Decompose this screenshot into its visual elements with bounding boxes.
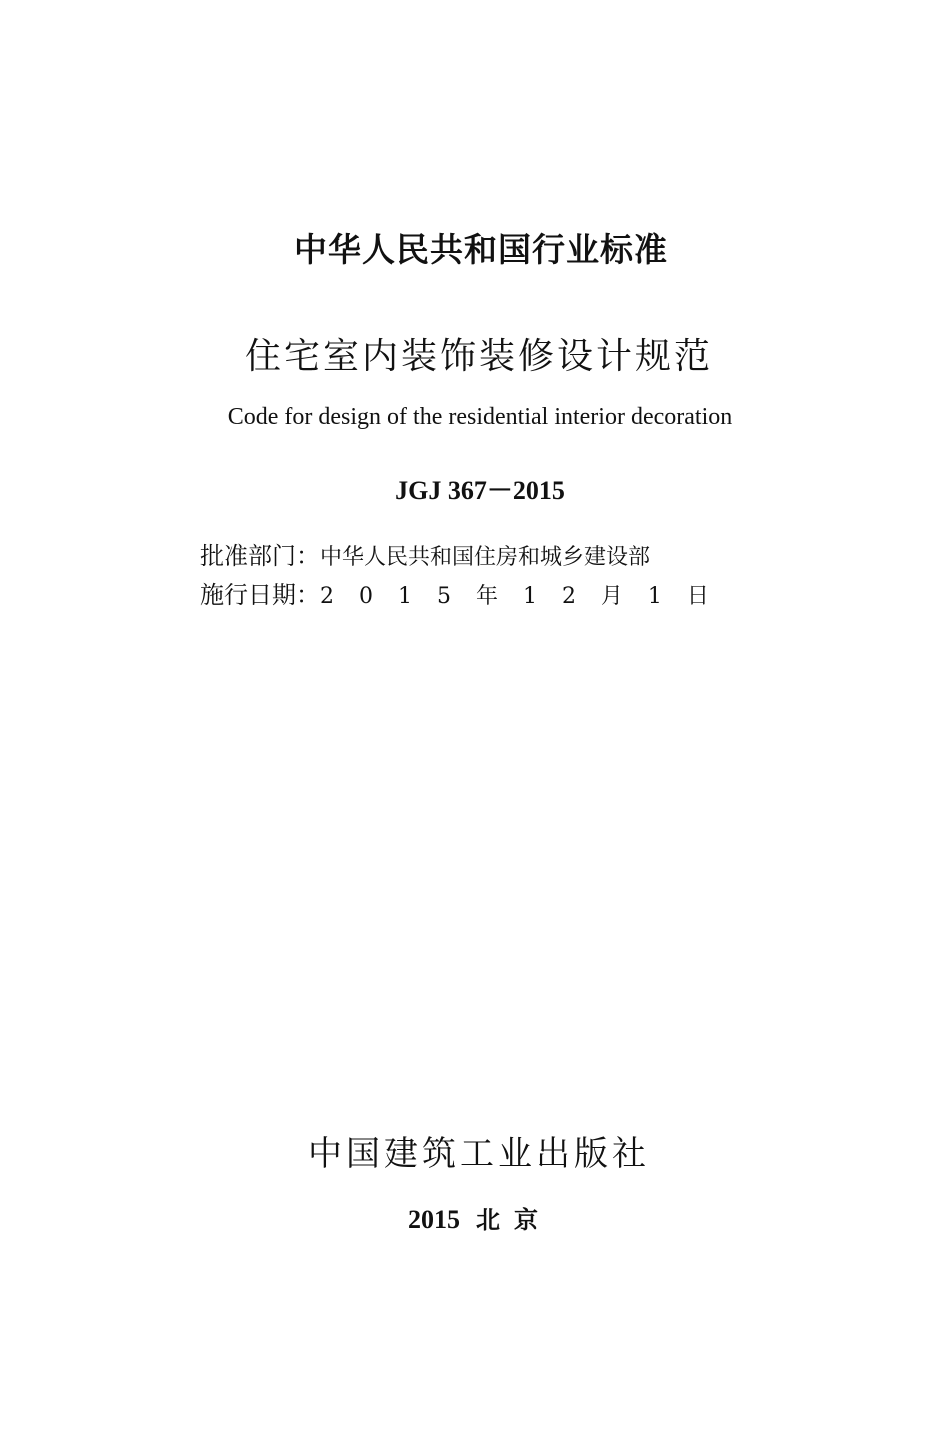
publication-city: 北京 [476,1206,552,1234]
title-english: Code for design of the residential interior decoration [227,404,733,430]
publisher-name: 中国建筑工业出版社 [308,1134,650,1174]
publication-year: 2015 [408,1205,460,1234]
standard-code: JGJ 367－2015 [395,476,565,505]
approval-department-value: 中华人民共和国住房和城乡建设部 [320,545,651,570]
title-chinese: 住宅室内装饰装修设计规范 [244,336,713,377]
standard-series-heading: 中华人民共和国行业标准 [294,230,668,269]
effective-date-value: 2 0 1 5 年 1 2 月 1 日 [320,584,718,609]
approval-department-row [200,536,760,571]
effective-date-row [200,575,760,610]
effective-date-label: 施行日期： [200,581,320,609]
publication-year-city [0,1200,950,1235]
approval-department-label: 批准部门： [200,542,320,570]
